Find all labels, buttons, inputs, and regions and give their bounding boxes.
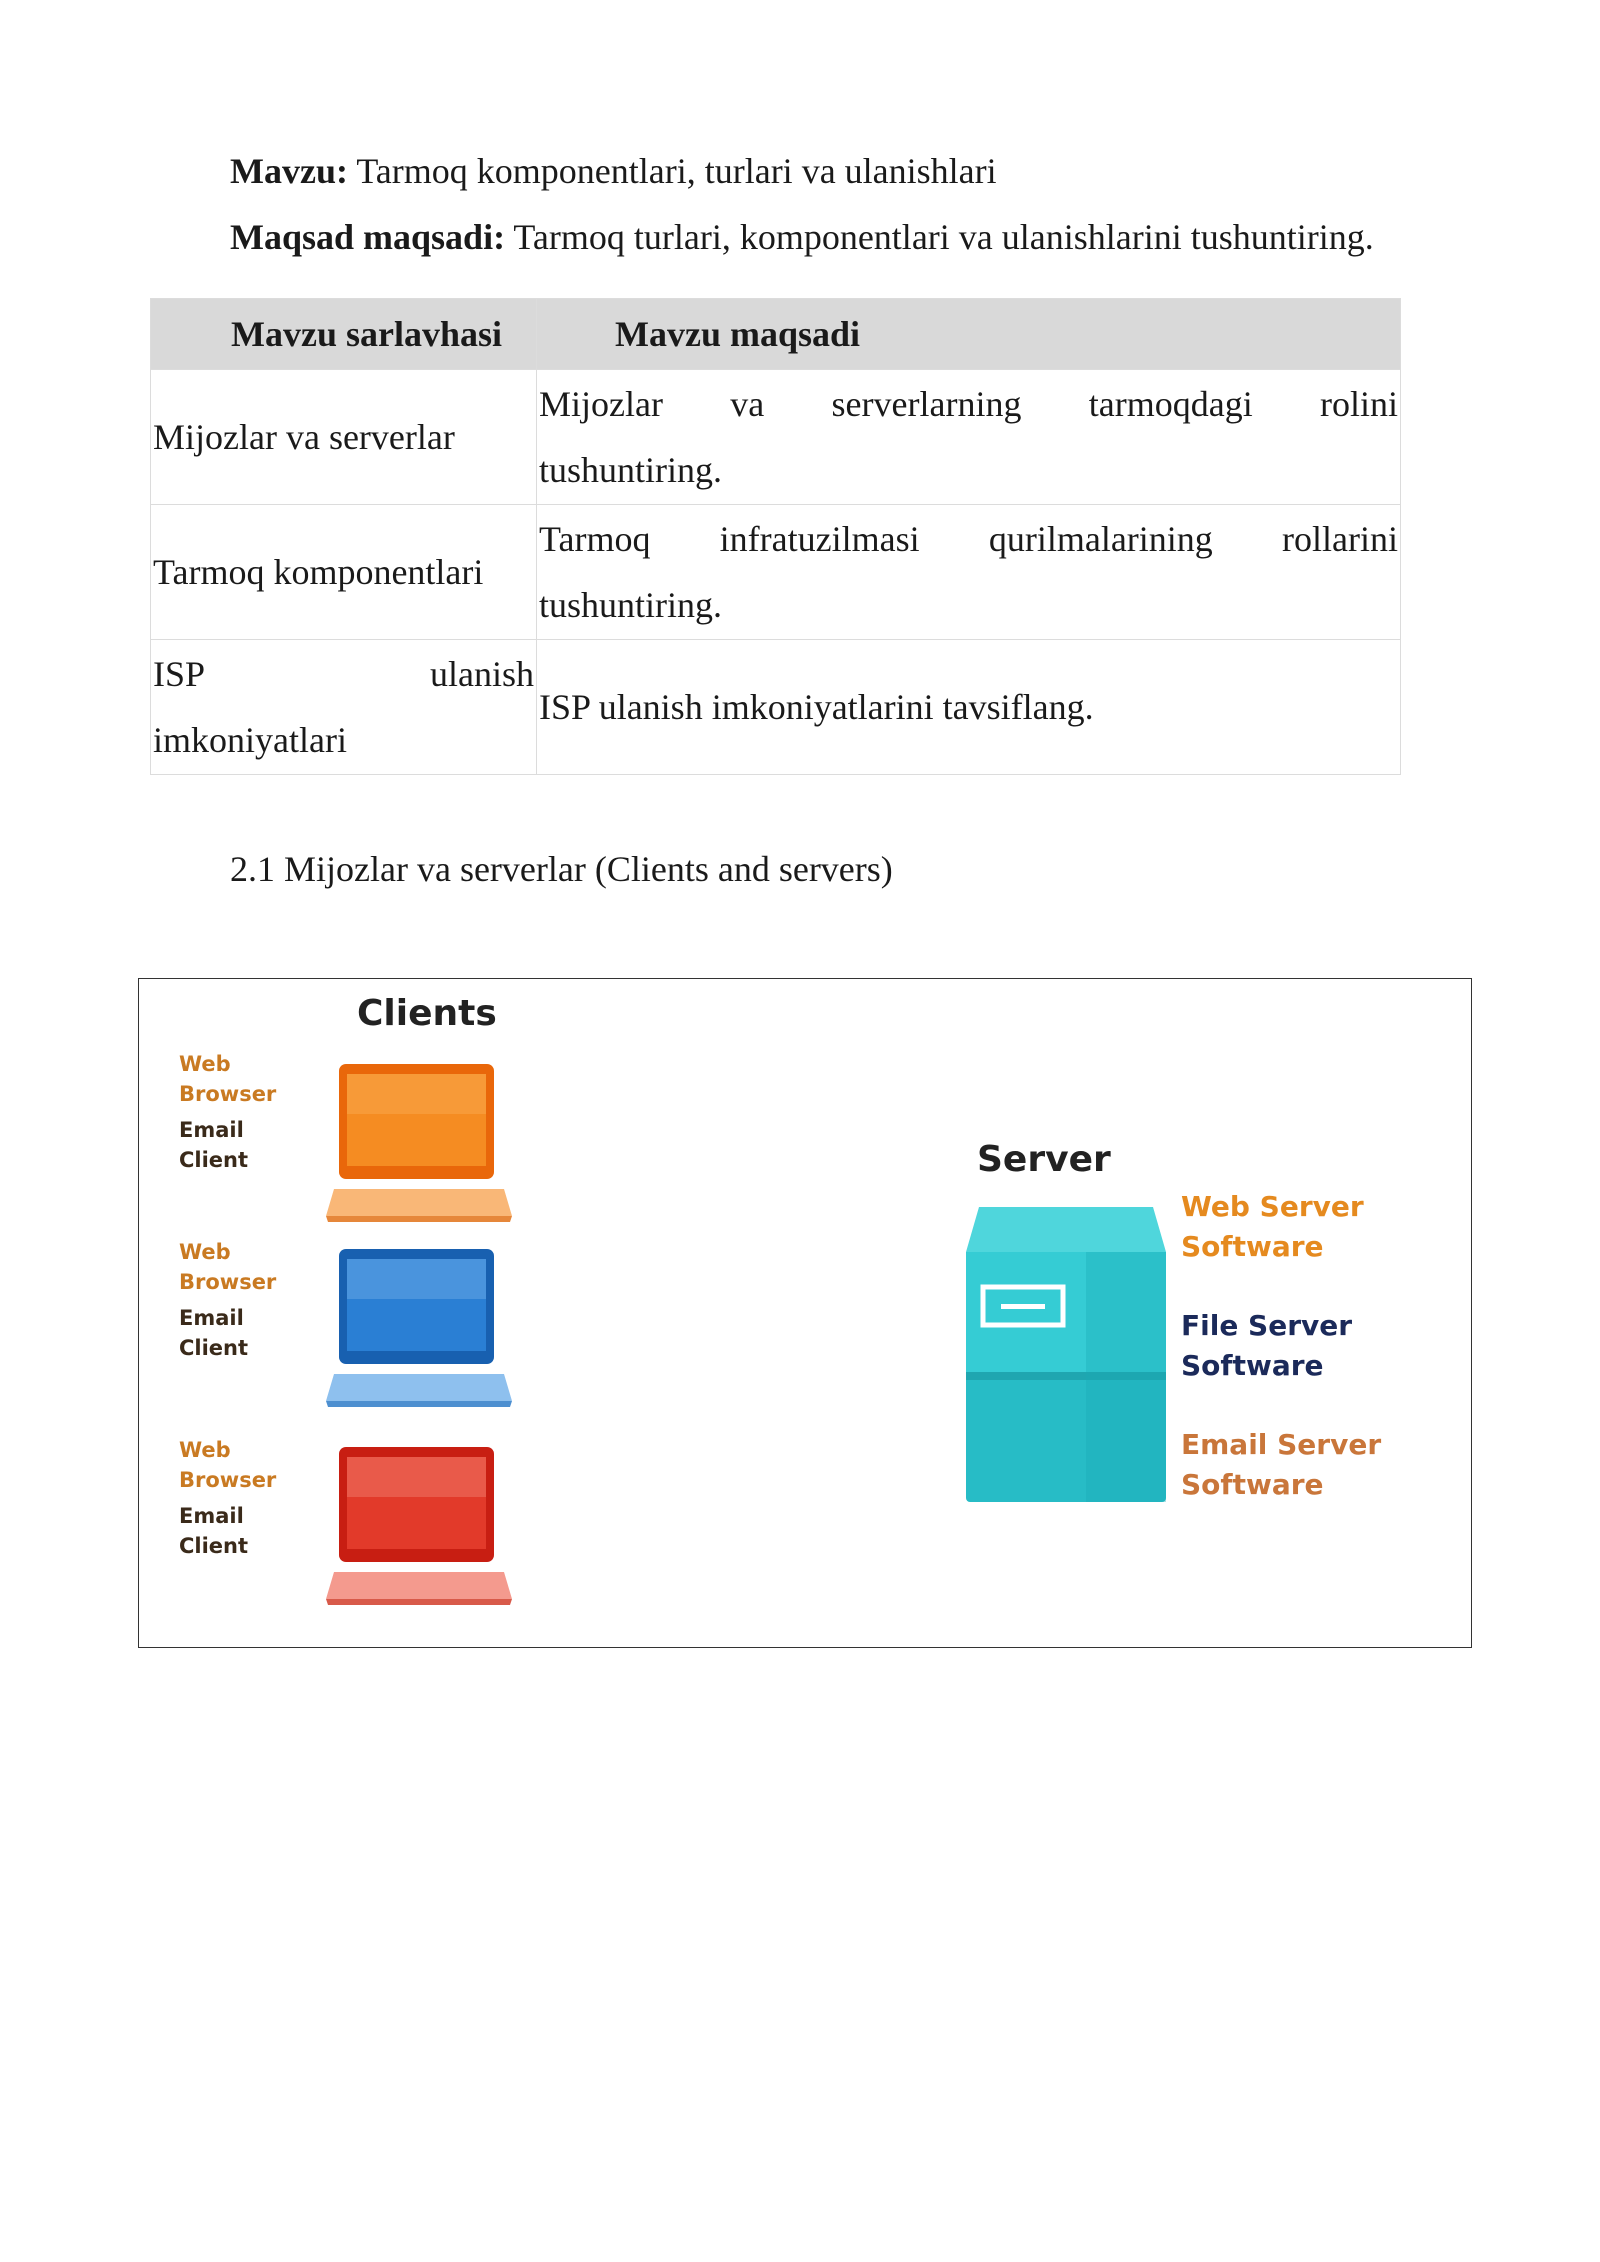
topic-label: Mavzu: xyxy=(230,151,348,191)
row-title: ISP ulanish imkoniyatlari xyxy=(151,640,537,775)
email-server-software-label: Email Server Software xyxy=(1181,1428,1382,1501)
row-goal: Tarmoq infratuzilmasi qurilmalarining rollarini tushuntiring. xyxy=(537,505,1401,640)
web-server-software-label: Web Server Software xyxy=(1181,1190,1364,1263)
laptop-orange-icon xyxy=(324,1064,514,1224)
topic-text: Tarmoq komponentlari, turlari va ulanishlari xyxy=(356,151,997,191)
client-3-apps xyxy=(179,1435,276,1561)
row-title: Mijozlar va serverlar xyxy=(151,370,537,505)
table-header-goal: Mavzu maqsadi xyxy=(537,299,1401,370)
section-heading: 2.1 Mijozlar va serverlar (Clients and servers) xyxy=(230,849,893,889)
laptop-red-icon xyxy=(324,1447,514,1607)
client-server-figure xyxy=(138,978,1472,1648)
goal-label: Maqsad maqsadi: xyxy=(230,217,506,257)
table-header-title: Mavzu sarlavhasi xyxy=(151,299,537,370)
row-title: Tarmoq komponentlari xyxy=(151,505,537,640)
goal-line xyxy=(230,216,1374,258)
topic-line xyxy=(230,150,997,192)
client-app-email: Email Client xyxy=(179,1118,249,1172)
objectives-table xyxy=(150,298,1401,775)
table-row xyxy=(151,640,1401,775)
client-app-web: Web Browser xyxy=(179,1438,277,1492)
laptop-blue-icon xyxy=(324,1249,514,1409)
table-row xyxy=(151,370,1401,505)
client-app-email: Email Client xyxy=(179,1306,249,1360)
client-1-apps xyxy=(179,1049,276,1175)
client-2-apps xyxy=(179,1237,276,1363)
row-goal: ISP ulanish imkoniyatlarini tavsiflang. xyxy=(537,640,1401,775)
client-app-web: Web Browser xyxy=(179,1240,277,1294)
row-goal: Mijozlar va serverlarning tarmoqdagi rolini tushuntiring. xyxy=(537,370,1401,505)
server-title: Server xyxy=(977,1139,1111,1180)
server-tower-icon xyxy=(961,1207,1171,1507)
goal-text: Tarmoq turlari, komponentlari va ulanishlarini tushuntiring. xyxy=(513,217,1374,257)
table-header-row xyxy=(151,299,1401,370)
file-server-software-label: File Server Software xyxy=(1181,1309,1353,1382)
table-row xyxy=(151,505,1401,640)
client-app-email: Email Client xyxy=(179,1504,249,1558)
clients-title: Clients xyxy=(357,993,497,1034)
client-app-web: Web Browser xyxy=(179,1052,277,1106)
